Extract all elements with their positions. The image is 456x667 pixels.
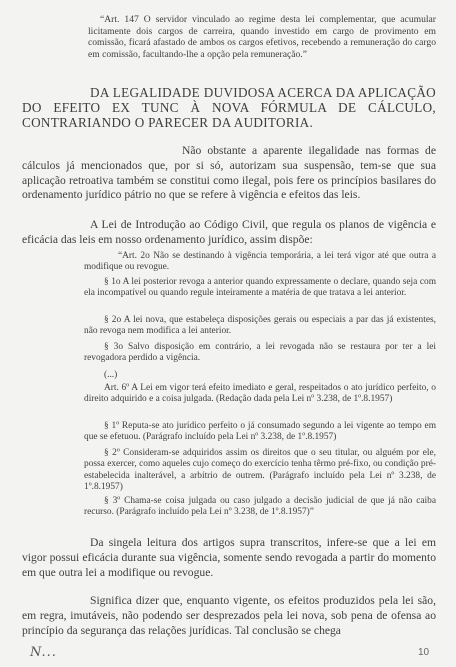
licc-art2-paragraph-1: § 1o A lei posterior revoga a anterior quando expressamente o declare, quando seja com ela incompatível ou quando regule inteiramente a matéria de que tratava a lei anterior. — [84, 277, 436, 299]
licc-art6-paragraph-3: § 3º Chama-se coisa julgada ou caso julgado a decisão judicial de que já não caiba recurso. (Parágrafo incluído pela Lei nº 3.238, de 1º.8.1957)” — [84, 496, 436, 518]
licc-art2-paragraph-2: § 2o A lei nova, que estabeleça disposições gerais ou especiais a par das já existentes, não revoga nem modifica a lei anterior. — [84, 315, 436, 337]
licc-art6-paragraph-2: § 2º Consideram-se adquiridos assim os direitos que o seu titular, ou alguém por ele, possa exercer, como aqueles cujo começo do exercício tenha têrmo pré-fixo, ou condição pré-estabelecida inalterável, a arbítrio de outrem. (Parágrafo incluído pela Lei nº 3.238, de 1º.8.1957) — [84, 448, 436, 492]
licc-art2-paragraph-3: § 3o Salvo disposição em contrário, a lei revogada não se restaura por ter a lei revogadora perdido a vigência. — [84, 342, 436, 364]
section-heading: DA LEGALIDADE DUVIDOSA ACERCA DA APLICAÇÃO DO EFEITO EX TUNC À NOVA FÓRMULA DE CÁLCULO, CONTRARIANDO O PARECER DA AUDITORIA. — [22, 85, 436, 130]
paragraph-3: Da singela leitura dos artigos supra transcritos, infere-se que a lei em vigor possui eficácia durante sua vigência, somente sendo revogada a partir do momento em que outra lei a modifique ou revogue. — [22, 536, 436, 579]
licc-art6: Art. 6º A Lei em vigor terá efeito imediato e geral, respeitados o ato jurídico perfeito, o direito adquirido e a coisa julgada. (Redação dada pela Lei nº 3.238, de 1º.8.1957) — [84, 383, 436, 405]
paragraph-1: Não obstante a aparente ilegalidade nas formas de cálculos já mencionados que, por si só, autorizam sua suspensão, tem-se que sua aplicação retroativa também se constitui como ilegal, pois fere os princípios basilares do ordenamento jurídico pátrio no que se refere à vigência e efeitos das leis. — [22, 144, 436, 202]
ellipsis: (...) — [104, 370, 118, 380]
paragraph-4: Significa dizer que, enquanto vigente, os efeitos produzidos pela lei são, em regra, imutáveis, não podendo ser desprezados pela lei nova, sob pena de ofensa ao princípio da segurança das relações jurídicas. Tal conclusão se chega — [22, 594, 436, 637]
licc-art6-paragraph-1: § 1º Reputa-se ato jurídico perfeito o já consumado segundo a lei vigente ao tempo em que se efetuou. (Parágrafo incluído pela Lei nº 3.238, de 1º.8.1957) — [84, 421, 436, 443]
handwritten-initials: N... — [30, 645, 57, 660]
paragraph-2: A Lei de Introdução ao Código Civil, que regula os planos de vigência e eficácia das leis em nosso ordenamento jurídico, assim dispõe: — [22, 218, 436, 246]
page-number: 10 — [418, 647, 430, 658]
licc-art2: “Art. 2o Não se destinando à vigência temporária, a lei terá vigor até que outra a modifique ou revogue. — [84, 251, 436, 273]
art147-quote: “Art. 147 O servidor vinculado ao regime desta lei complementar, que acumular licitamente dois cargos de carreira, quando investido em cargo de provimento em comissão, ficará afastado de ambos os cargos efetivos, recebendo a remuneração do cargo em comissão, facultando-lhe a opção pela remuneração.” — [88, 14, 436, 60]
